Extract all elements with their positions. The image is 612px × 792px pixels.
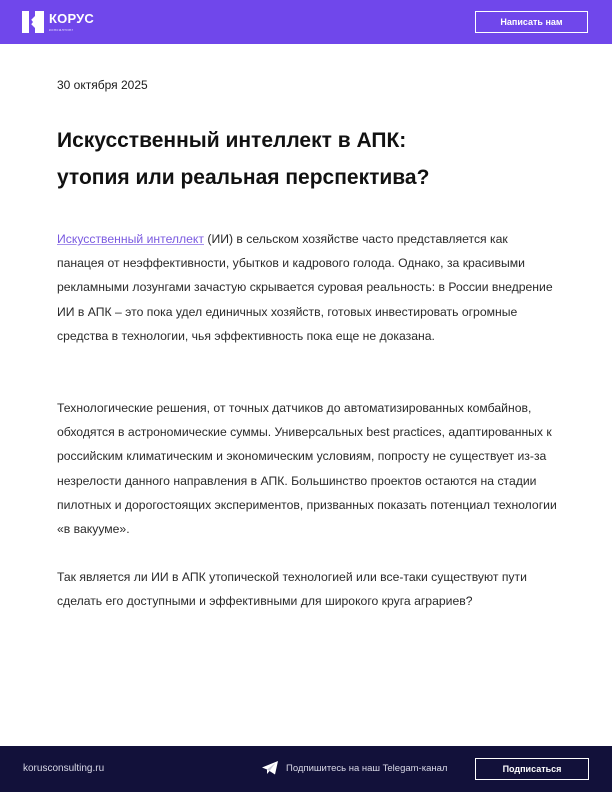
telegram-promo[interactable] bbox=[262, 761, 447, 775]
logo-name: КОРУС bbox=[49, 11, 95, 26]
paragraph-1-text: (ИИ) в сельском хозяйстве часто представляется как панацея от неэффективности, убытков и кадрового голода. Однако, за красивыми рекламными лозунгами зачастую скрывается суровая реальность: в России внедрение ИИ в АПК – это пока удел единичных хозяйств, готовых инвестировать огромные средства в технологии, чья эффективность пока еще не доказана. bbox=[57, 232, 553, 343]
title-line-1: Искусственный интеллект в АПК: bbox=[57, 129, 407, 152]
site-link[interactable]: korusconsulting.ru bbox=[23, 763, 105, 774]
ai-link[interactable]: Искусственный интеллект bbox=[57, 232, 204, 246]
paragraph-2: Технологические решения, от точных датчиков до автоматизированных комбайнов, обходятся в астрономические суммы. Универсальных best practices, адаптированных к российским климатическим и экономическим условиям, попросту не существует из-за незрелости данного направления в АПК. Большинство проектов остаются на стадии пилотных и дорогостоящих экспериментов, призванных показать потенциал технологии «в вакууме». bbox=[57, 401, 557, 537]
article-date: 30 октября 2025 bbox=[57, 78, 148, 92]
paragraph-1 bbox=[57, 227, 557, 348]
contact-us-button[interactable]: Написать нам bbox=[475, 11, 588, 33]
header bbox=[0, 0, 612, 44]
telegram-icon bbox=[262, 761, 278, 775]
page-title bbox=[57, 122, 557, 196]
korus-logo-icon bbox=[22, 11, 44, 33]
subscribe-button[interactable]: Подписаться bbox=[475, 758, 589, 780]
paragraph-3: Так является ли ИИ в АПК утопической технологией или все-таки существуют пути сделать его доступными и эффективными для широкого круга аграриев? bbox=[57, 570, 527, 609]
footer bbox=[0, 746, 612, 792]
logo[interactable] bbox=[22, 11, 94, 33]
logo-subtitle: консалтинг bbox=[49, 27, 74, 32]
title-line-2: утопия или реальная перспектива? bbox=[57, 166, 430, 189]
telegram-text: Подпишитесь на наш Telegam-канал bbox=[286, 762, 448, 774]
